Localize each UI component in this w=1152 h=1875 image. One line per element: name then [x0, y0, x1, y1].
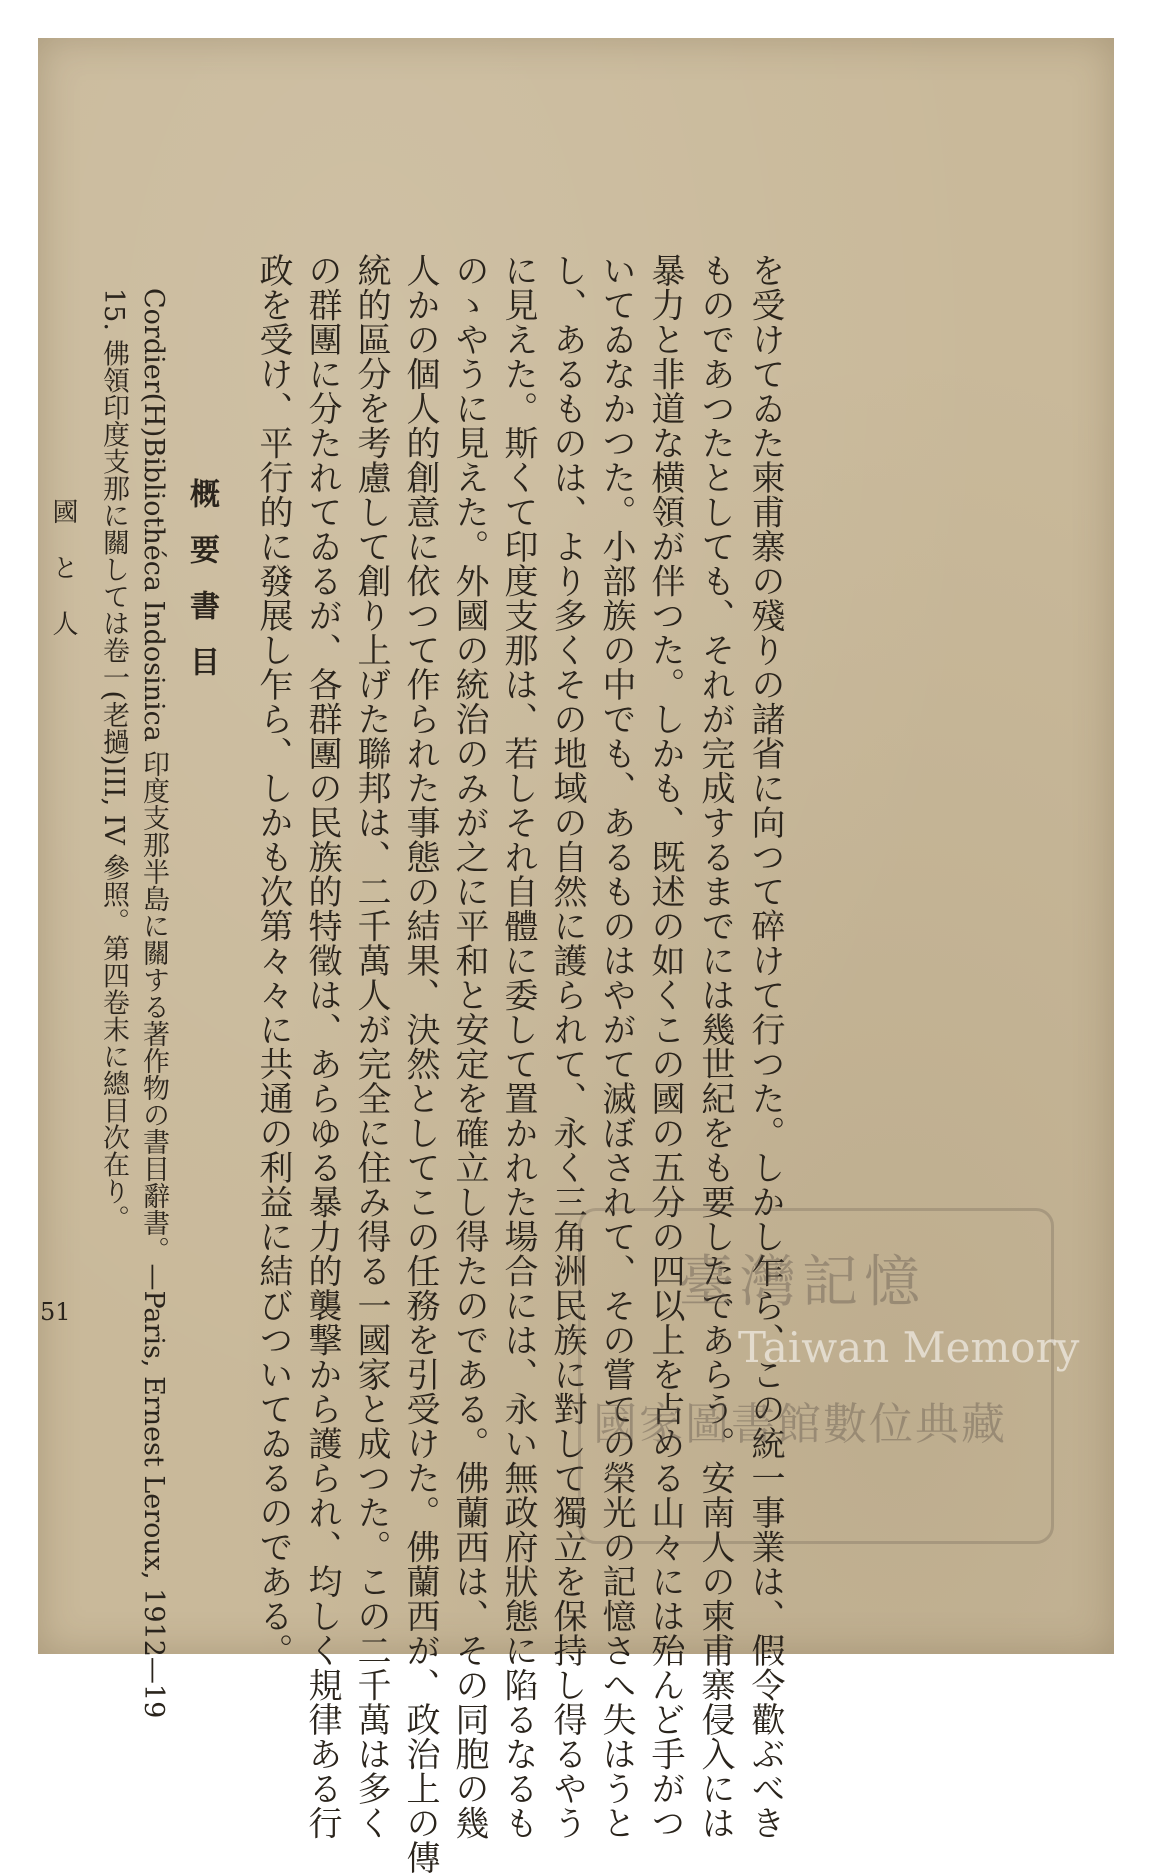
- body-column-5: し、あるものは、より多くその地域の自然に護られて、永く三角洲民族に對して獨立を保持し得るやう: [547, 253, 587, 1840]
- body-column-11: 政を受け、平行的に發展し乍ら、しかも次第々々に共通の利益に結びついてゐるのである。: [253, 253, 293, 1668]
- body-column-8: 人かの個人的創意に依つて作られた事態の結果、決然としてこの任務を引受けた。佛蘭西が、政治上の傳: [400, 253, 440, 1875]
- body-column-9: 統的區分を考慮して創り上げた聯邦は、二千萬人が完全に住み得る一國家と成つた。この二千萬は多く: [351, 253, 391, 1840]
- bibliography-heading: 概要書目: [184, 478, 219, 702]
- scanned-page: [38, 38, 1114, 1875]
- body-column-2: ものであつたとしても、それが完成するまでには幾世紀をも要したであらう。安南人の柬甫寨侵入には: [695, 253, 735, 1840]
- watermark-institution: 國家圖書館數位典藏: [593, 1399, 1007, 1450]
- body-column-1: を受けてゐた柬甫寨の殘りの諸省に向つて碎けて行つた。しかし乍ら、この統一事業は、假令歡ぶべき: [745, 253, 785, 1840]
- bibliography-entry-line-1: Cordier(H)Bibliothéca Indosinica 印度支那半島に關する著作物の書目辭書。—Paris, Ernest Leroux, 1912—19: [138, 288, 169, 1719]
- page-number: 51: [40, 1298, 71, 1326]
- body-column-3: 暴力と非道な横領が伴つた。しかも、既述の如くこの國の五分の四以上を占める山々には殆んど手がつ: [645, 253, 685, 1840]
- body-column-6: に見えた。斯くて印度支那は、若しそれ自體に委して置かれた場合には、永い無政府狀態に陷るなるも: [498, 253, 538, 1840]
- body-column-4: いてゐなかつた。小部族の中でも、あるものはやがて滅ぼされて、その嘗ての榮光の記憶さへ失はうと: [596, 253, 636, 1840]
- body-column-10: の群團に分たれてゐるが、各群團の民族的特徵は、あらゆる暴力的襲撃から護られ、均しく規律ある行: [302, 253, 342, 1840]
- body-column-7: のゝやうに見えた。外國の統治のみが之に平和と安定を確立し得たのである。佛蘭西は、その同胞の幾: [449, 253, 489, 1840]
- running-footer: 國と人: [48, 498, 78, 666]
- bibliography-entry-line-2: 15. 佛領印度支那に關しては卷一(老撾)III, IV 參照。第四卷末に總目次在り。: [98, 288, 129, 1232]
- watermark-chinese-title: 臺灣記憶: [678, 1250, 926, 1315]
- watermark-english-title: Taiwan Memory: [738, 1323, 1080, 1372]
